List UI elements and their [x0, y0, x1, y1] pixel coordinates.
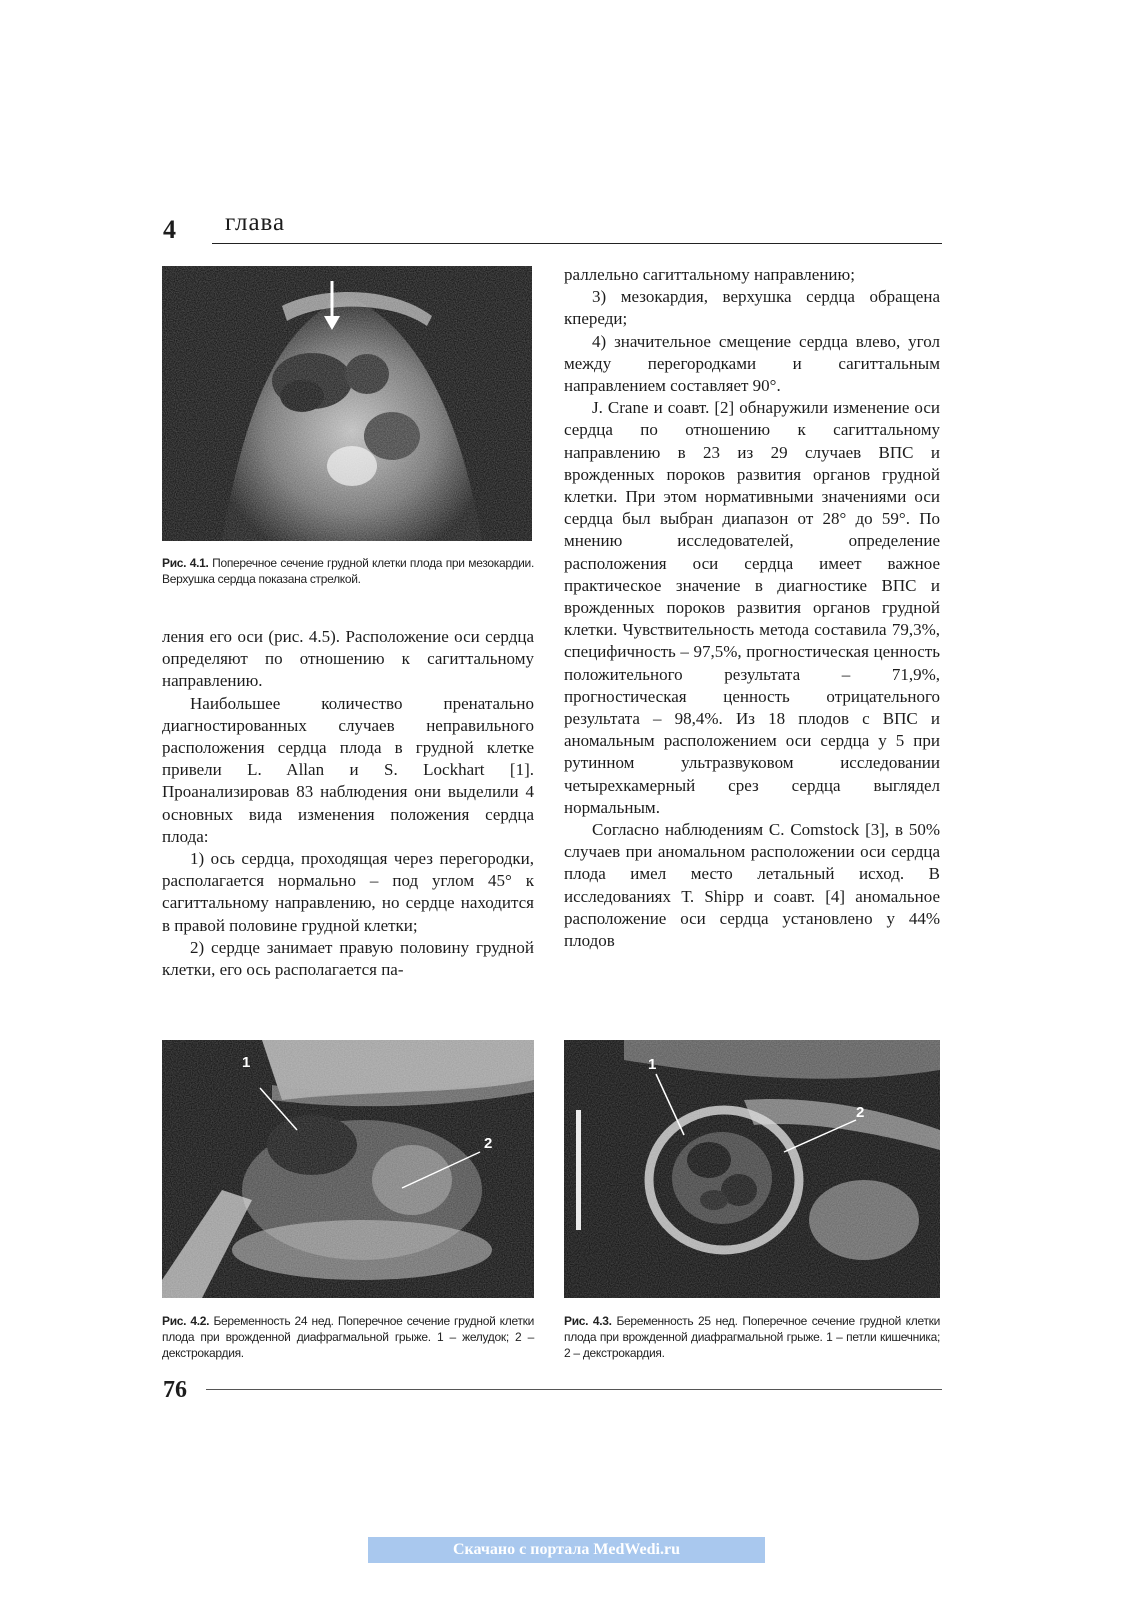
ultrasound-image-fig-4-1 — [162, 266, 532, 541]
figure-caption-4-3 — [564, 1313, 940, 1361]
figure-caption-4-1 — [162, 555, 534, 587]
download-banner: Скачано с портала MedWedi.ru — [368, 1537, 765, 1563]
figure-label-4-1: Рис. 4.1. — [162, 556, 209, 570]
figure-caption-text-4-3: Беременность 25 нед. Поперечное сечение грудной клетки плода при врожденной диафрагмальной грыже. 1 – петли кишечника; 2 – декстрокардия. — [564, 1314, 940, 1360]
paragraph: J. Crane и соавт. [2] обнаружили изменение оси сердца по отношению к сагиттальному направлению в 23 из 29 случаев ВПС и врожденных пороков развития органов грудной клетки. При этом нормативными значениями оси сердца был выбран диапазон от 28° до 59°. По мнению исследователей, определение расположения оси сердца имеет важное практическое значение в диагностике ВПС и врожденных пороков развития органов грудной клетки. Чувствительность метода составила 79,3%, специфичность – 97,5%, прогностическая ценность положительного результата – 71,9%, прогностическая ценность отрицательного результата – 98,4%. Из 18 плодов с ВПС и аномальным расположением оси сердца у 5 при рутинном ультразвуковом исследовании четырехкамерный срез сердца выглядел нормальным. — [564, 398, 940, 817]
figure-label-4-3: Рис. 4.3. — [564, 1314, 612, 1328]
left-text-column — [162, 626, 534, 981]
ultrasound-image-fig-4-3 — [564, 1040, 940, 1298]
paragraph: ления его оси (рис. 4.5). Расположение оси сердца определяют по отношению к сагиттальному направлению. — [162, 627, 534, 691]
paragraph: 3) мезокардия, верхушка сердца обращена кпереди; — [564, 287, 940, 329]
paragraph: Наибольшее количество пренатально диагностированных случаев неправильного расположения сердца плода в грудной клетке привели L. Allan и S. Lockhart [1]. Проанализировав 83 наблюдения они выделили 4 основных вида изменения положения сердца плода: — [162, 693, 534, 846]
ultrasound-image-fig-4-2 — [162, 1040, 534, 1298]
marker-label: 1 — [242, 1054, 251, 1071]
paragraph: 4) значительное смещение сердца влево, угол между перегородками и сагиттальным направлением составляет 90°. — [564, 331, 940, 396]
paragraph: раллельно сагиттальному направлению; — [564, 265, 855, 284]
header-rule — [212, 243, 942, 244]
footer-rule — [206, 1389, 942, 1390]
marker-label: 2 — [484, 1135, 493, 1152]
paragraph: Согласно наблюдениям С. Comstock [3], в 50% случаев при аномальном расположении оси сердца плода имел место летальный исход. В исследованиях Т. Shipp и соавт. [4] аномальное расположение оси сердца установлено у 44% плодов — [564, 820, 940, 951]
marker-label: 1 — [648, 1056, 657, 1073]
page-number: 76 — [163, 1377, 187, 1403]
right-text-column — [564, 264, 940, 952]
figure-caption-text-4-2: Беременность 24 нед. Поперечное сечение грудной клетки плода при врожденной диафрагмальной грыже. 1 – желудок; 2 – декстрокардия. — [162, 1314, 534, 1360]
figure-label-4-2: Рис. 4.2. — [162, 1314, 210, 1328]
marker-label: 2 — [856, 1104, 865, 1121]
chapter-heading: глава — [225, 209, 286, 236]
figure-caption-4-2 — [162, 1313, 534, 1361]
paragraph: 2) сердце занимает правую половину грудной клетки, его ось располагается па- — [162, 937, 534, 980]
paragraph: 1) ось сердца, проходящая через перегородки, располагается нормально – под углом 45° к сагиттальному направлению, но сердце находится в правой половине грудной клетки; — [162, 849, 534, 935]
figure-caption-text-4-1: Поперечное сечение грудной клетки плода при мезокардии. Верхушка сердца показана стрелкой. — [162, 556, 534, 586]
chapter-number: 4 — [163, 215, 176, 244]
